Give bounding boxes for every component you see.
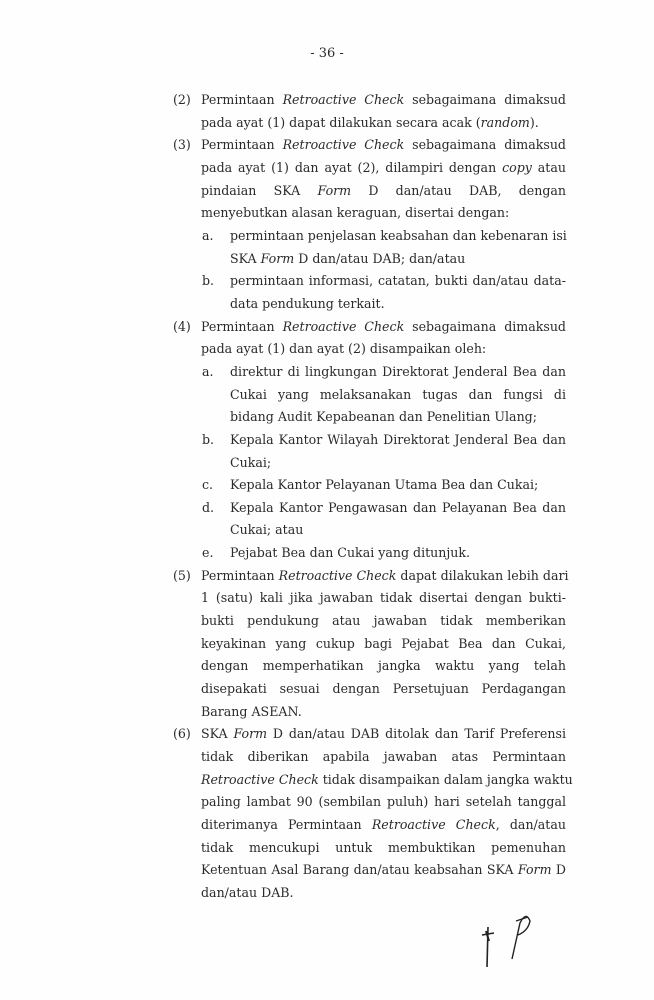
text-segment: Kepala Kantor Pelayanan Utama Bea dan Cukai; xyxy=(230,477,539,493)
line-text xyxy=(230,519,566,542)
paragraph-line xyxy=(0,112,654,135)
text-segment: direktur di lingkungan Direktorat Jenderal Bea dan xyxy=(230,363,566,379)
line-text xyxy=(230,270,566,293)
paragraph-line xyxy=(0,837,654,860)
italic-term: random xyxy=(480,114,530,130)
text-segment: Pejabat Bea dan Cukai yang ditunjuk. xyxy=(230,545,471,561)
list-item-letter: c. xyxy=(202,477,214,493)
paragraph-line xyxy=(0,361,654,384)
paragraph-number: (2) xyxy=(173,92,191,107)
line-text xyxy=(201,565,569,588)
paragraph-number: (6) xyxy=(173,726,191,742)
text-segment: Permintaan xyxy=(201,137,283,153)
list-item-letter: a. xyxy=(202,363,214,379)
line-text xyxy=(201,587,566,610)
paragraph-line xyxy=(0,474,654,497)
italic-term: Form xyxy=(260,250,295,266)
paragraph-line xyxy=(0,338,654,361)
paragraph-line xyxy=(0,587,654,610)
paragraph-line xyxy=(0,655,654,678)
paragraph-number: (3) xyxy=(173,137,191,153)
text-segment: D dan/atau DAB ditolak dan Tarif Preferensi xyxy=(267,726,566,742)
text-segment: Barang ASEAN. xyxy=(201,703,302,719)
italic-term: Form xyxy=(317,182,352,198)
paragraph-line xyxy=(0,746,654,769)
text-segment: dapat dilakukan lebih dari xyxy=(396,567,569,583)
text-segment: atau xyxy=(531,159,566,175)
line-text xyxy=(201,202,566,225)
paragraph-line xyxy=(0,429,654,452)
paragraph-number: (4) xyxy=(173,318,191,334)
paragraph-line xyxy=(0,542,654,565)
line-text xyxy=(201,655,566,678)
paragraph-line xyxy=(0,678,654,701)
paragraph-line xyxy=(0,316,654,339)
line-text xyxy=(201,837,566,860)
paragraph-line xyxy=(0,157,654,180)
paragraph-line xyxy=(0,293,654,316)
text-segment: Permintaan xyxy=(201,567,279,583)
paragraph-line xyxy=(0,452,654,475)
line-text xyxy=(201,882,566,905)
text-segment: Cukai yang melaksanakan tugas dan fungsi di xyxy=(230,386,566,402)
line-text xyxy=(201,678,566,701)
paragraph-line xyxy=(0,769,654,792)
text-segment: data pendukung terkait. xyxy=(230,295,385,311)
list-item-letter: e. xyxy=(202,545,214,561)
line-text xyxy=(201,633,566,656)
text-segment: tidak disampaikan dalam jangka waktu xyxy=(318,771,573,787)
paragraph-line xyxy=(0,406,654,429)
list-item-letter: d. xyxy=(202,499,215,515)
line-text xyxy=(201,701,566,724)
text-segment: D xyxy=(551,862,566,878)
text-segment: D dan/atau DAB; dan/atau xyxy=(294,250,466,266)
line-text xyxy=(230,248,566,271)
line-text xyxy=(230,452,566,475)
text-segment: permintaan informasi, catatan, bukti dan/atau data- xyxy=(230,273,566,289)
text-segment: Cukai; atau xyxy=(230,522,304,538)
line-text xyxy=(230,542,566,565)
list-item-letter: a. xyxy=(202,227,214,243)
text-segment: 1 (satu) kali jika jawaban tidak disertai dengan bukti- xyxy=(201,590,566,606)
paragraph-line xyxy=(0,859,654,882)
paragraph-number: (5) xyxy=(173,567,191,583)
text-segment: , dan/atau xyxy=(495,817,566,832)
text-segment: D dan/atau DAB, dengan xyxy=(351,182,567,198)
paragraph-line xyxy=(0,225,654,248)
line-text xyxy=(201,157,566,180)
paragraph-line xyxy=(0,519,654,542)
text-segment: bukti pendukung atau jawaban tidak memberikan xyxy=(201,613,566,629)
italic-term: Retroactive Check xyxy=(371,817,496,832)
italic-term: Retroactive Check xyxy=(201,771,319,787)
text-segment: pada ayat (1) dan ayat (2) disampaikan oleh: xyxy=(201,341,487,357)
text-segment: Permintaan xyxy=(201,92,283,107)
italic-term: Retroactive Check xyxy=(282,92,405,107)
line-text xyxy=(201,338,566,361)
line-text xyxy=(230,474,566,497)
line-text xyxy=(230,406,566,429)
list-item-letter: b. xyxy=(202,431,215,447)
document-body xyxy=(0,89,654,905)
text-segment: bidang Audit Kepabeanan dan Penelitian Ulang; xyxy=(230,409,537,425)
text-segment: ). xyxy=(529,114,539,130)
line-text xyxy=(201,814,566,837)
line-text xyxy=(230,429,566,452)
paragraph-line xyxy=(0,384,654,407)
text-segment: SKA xyxy=(230,250,261,266)
italic-term: Form xyxy=(517,862,552,878)
line-text xyxy=(230,384,566,407)
paragraph-line xyxy=(0,270,654,293)
line-text xyxy=(230,293,566,316)
line-text xyxy=(201,859,566,882)
paragraph-line xyxy=(0,134,654,157)
line-text xyxy=(201,791,566,814)
paragraph-line xyxy=(0,202,654,225)
line-text xyxy=(201,769,573,792)
line-text xyxy=(201,112,566,135)
italic-term: Form xyxy=(233,726,268,742)
text-segment: permintaan penjelasan keabsahan dan kebenaran isi xyxy=(230,227,567,243)
paragraph-line xyxy=(0,882,654,905)
text-segment: Ketentuan Asal Barang dan/atau keabsahan SKA xyxy=(201,862,518,878)
text-segment: SKA xyxy=(201,726,234,742)
text-segment: Permintaan xyxy=(201,318,283,334)
signature-initials xyxy=(470,905,550,975)
text-segment: Kepala Kantor Pengawasan dan Pelayanan Bea dan xyxy=(230,499,566,515)
text-segment: pindaian SKA xyxy=(201,182,318,198)
text-segment: menyebutkan alasan keraguan, disertai dengan: xyxy=(201,205,510,221)
text-segment: Cukai; xyxy=(230,454,272,470)
line-text xyxy=(230,225,566,248)
line-text xyxy=(201,723,566,746)
page-number: - 36 - xyxy=(310,46,344,61)
paragraph-line xyxy=(0,180,654,203)
paragraph-line xyxy=(0,633,654,656)
text-segment: tidak mencukupi untuk membuktikan pemenuhan xyxy=(201,839,566,855)
italic-term: copy xyxy=(502,159,532,175)
paragraph-line xyxy=(0,814,654,837)
text-segment: sebagaimana dimaksud xyxy=(404,137,566,153)
text-segment: Kepala Kantor Wilayah Direktorat Jenderal Bea dan xyxy=(230,431,566,447)
italic-term: Retroactive Check xyxy=(282,318,405,334)
line-text xyxy=(201,610,566,633)
text-segment: tidak diberikan apabila jawaban atas Permintaan xyxy=(201,749,566,765)
text-segment: paling lambat 90 (sembilan puluh) hari setelah tanggal xyxy=(201,794,566,810)
text-segment: sebagaimana dimaksud xyxy=(404,92,566,107)
paragraph-line xyxy=(0,791,654,814)
text-segment: diterimanya Permintaan xyxy=(201,817,372,832)
paragraph-line xyxy=(0,89,654,112)
text-segment: pada ayat (1) dapat dilakukan secara acak ( xyxy=(201,114,481,130)
italic-term: Retroactive Check xyxy=(282,137,405,153)
italic-term: Retroactive Check xyxy=(278,567,397,583)
paragraph-line xyxy=(0,610,654,633)
paragraph-line xyxy=(0,497,654,520)
line-text xyxy=(201,180,566,203)
list-item-letter: b. xyxy=(202,273,215,289)
line-text xyxy=(201,746,566,769)
text-segment: dan/atau DAB. xyxy=(201,884,294,900)
line-text xyxy=(201,134,566,157)
text-segment: disepakati sesuai dengan Persetujuan Perdagangan xyxy=(201,681,566,697)
paragraph-line xyxy=(0,723,654,746)
line-text xyxy=(230,497,566,520)
text-segment: keyakinan yang cukup bagi Pejabat Bea dan Cukai, xyxy=(201,635,566,651)
text-segment: sebagaimana dimaksud xyxy=(404,318,566,334)
line-text xyxy=(230,361,566,384)
text-segment: pada ayat (1) dan ayat (2), dilampiri dengan xyxy=(201,159,503,175)
line-text xyxy=(201,89,566,112)
text-segment: dengan memperhatikan jangka waktu yang telah xyxy=(201,658,566,674)
paragraph-line xyxy=(0,565,654,588)
line-text xyxy=(201,316,566,339)
paragraph-line xyxy=(0,248,654,271)
paragraph-line xyxy=(0,701,654,724)
